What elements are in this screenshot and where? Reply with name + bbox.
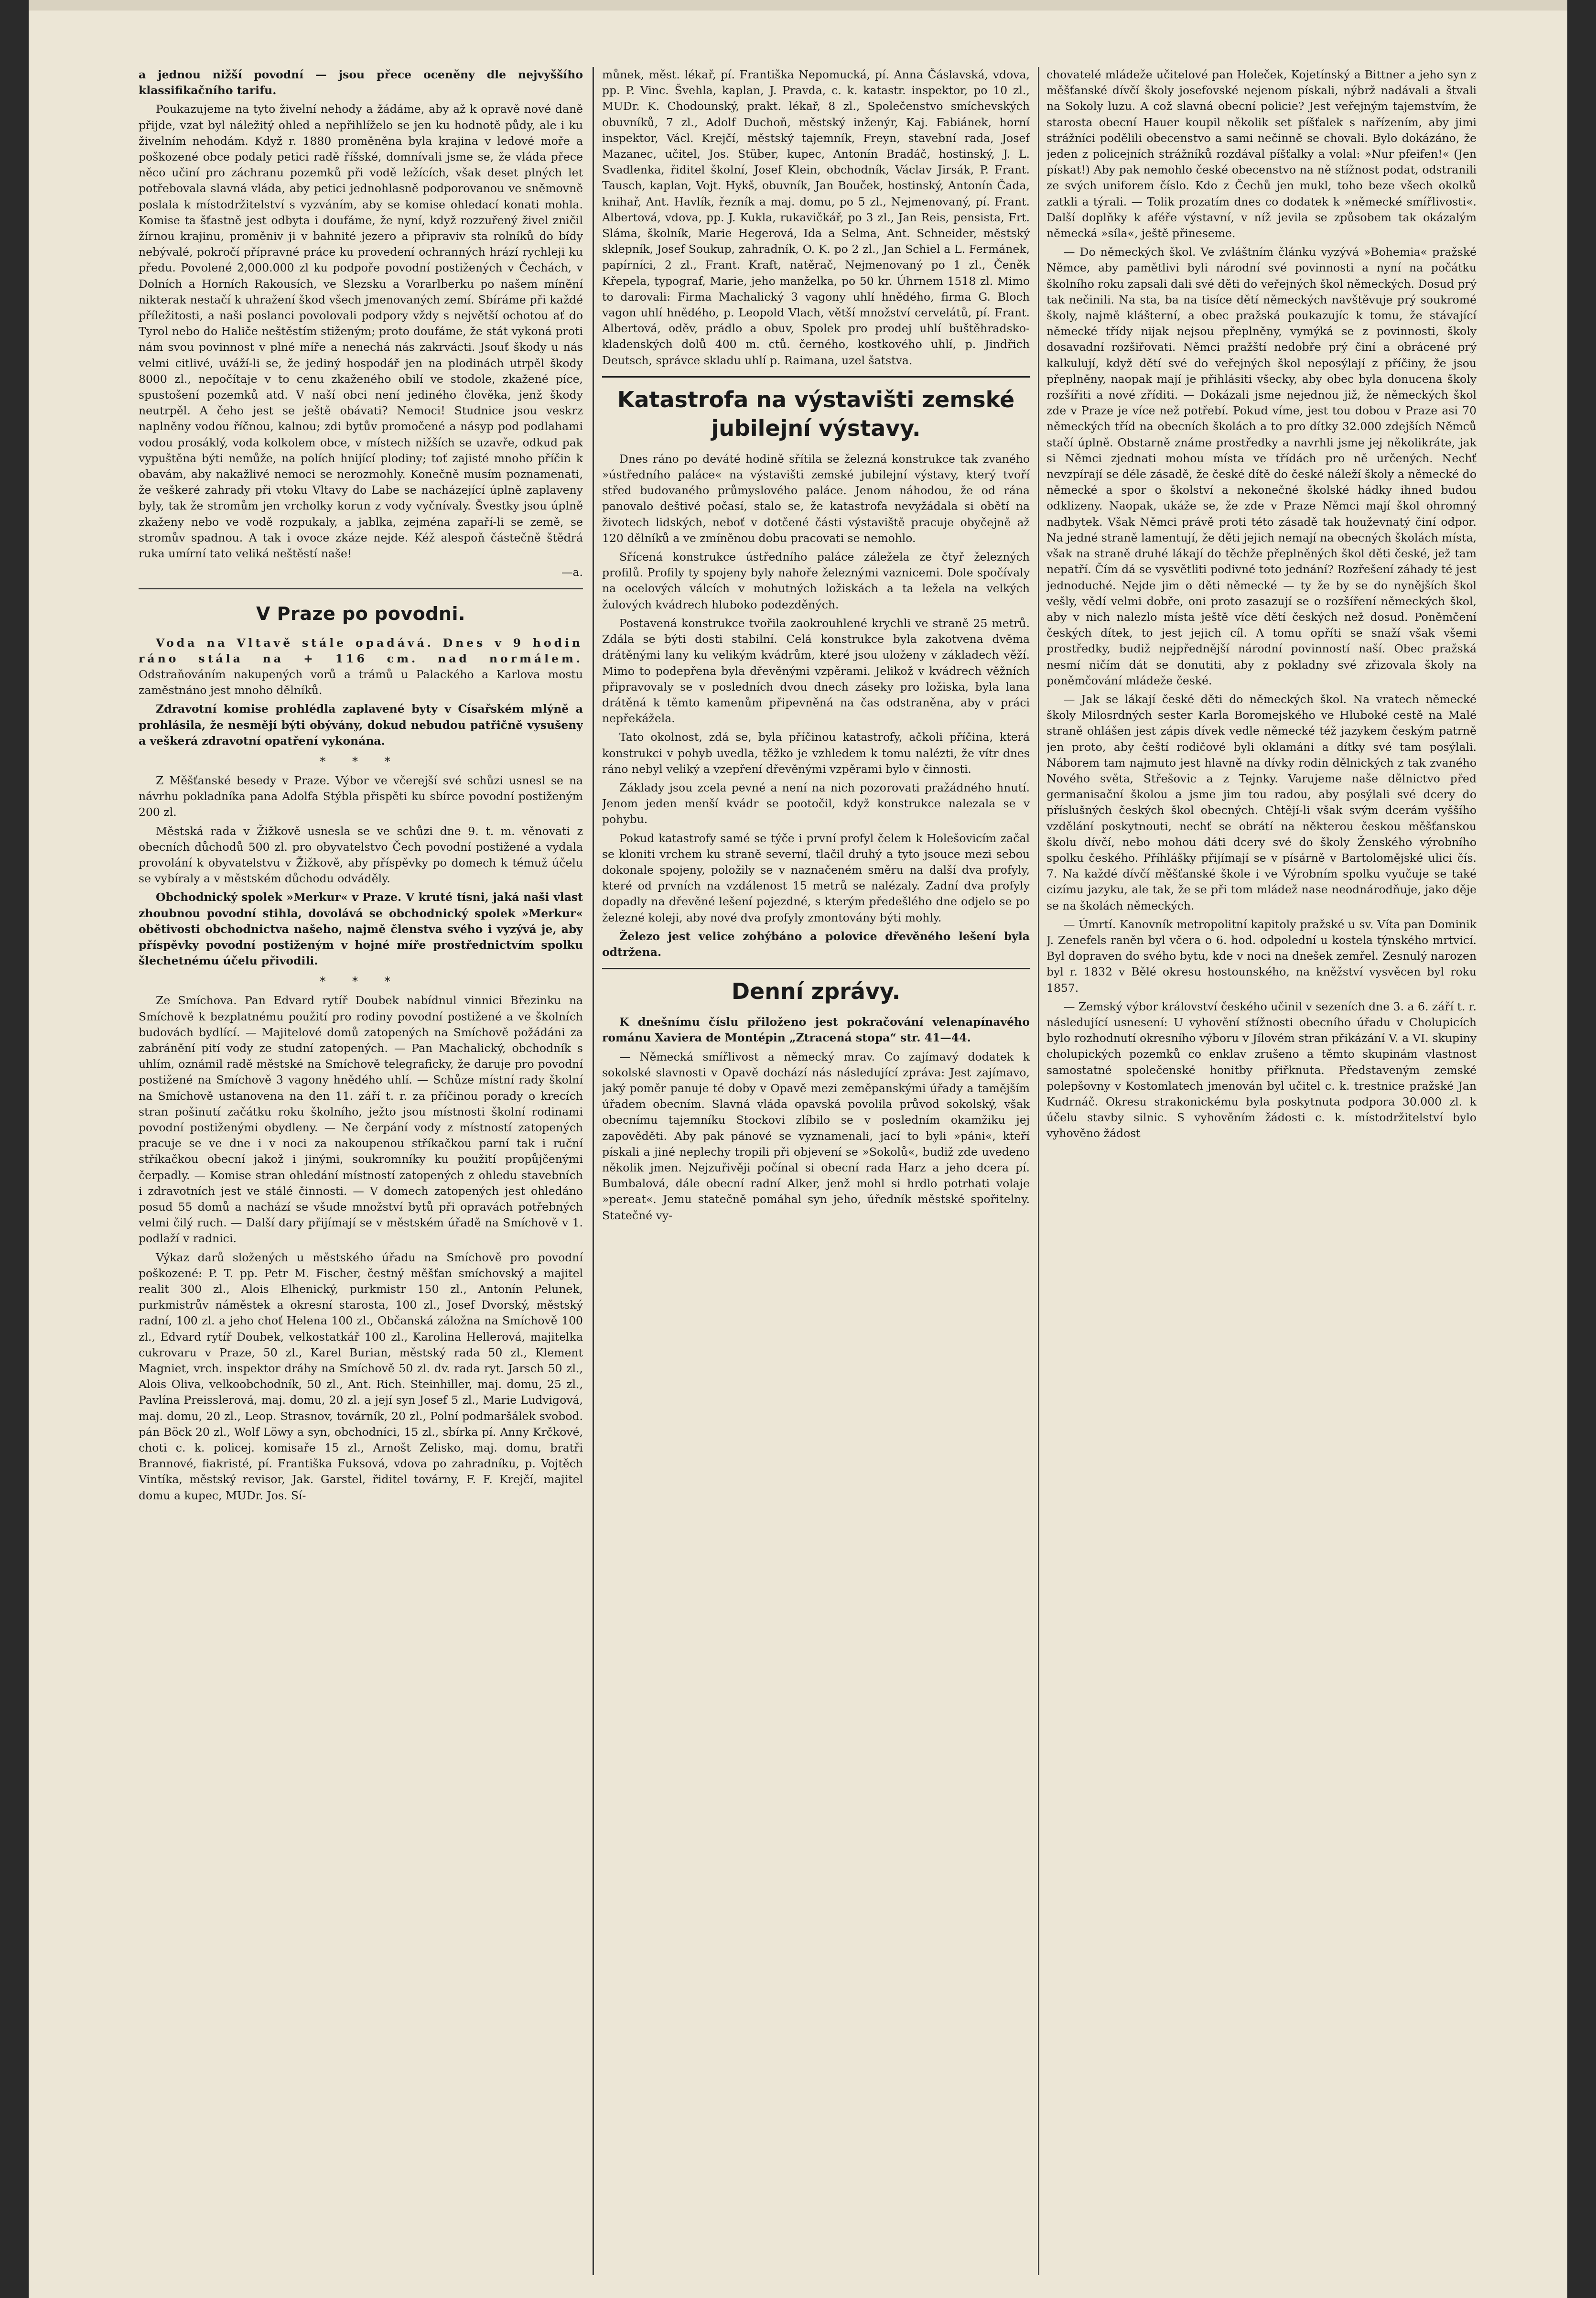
column-rule [593, 67, 594, 2275]
article-text: — Jak se lákají české děti do německých škol. Na vratech německé školy Milosrdných sester Karla Boromejského ve Hluboké cestě na Malé straně ohlášen jest zápis dívek vedle německé též jazykem českým patrně jen proto, aby čeští rodičové byli oklamáni a dítky své tam posýlali. Náborem tam najmuto jest hlavně na dívky rodin dělnických z tak zvaného Nového světa, Střešovic a z Tejnky. Varujeme naše dělnictvo před germanisační školou a jsme jim tou radou, aby posýlali své dcery do příslušných českých škol obecných. Chtějí-li však svým dcerám vyššího vzdělání poskytnouti, nechť se obrátí na některou českou měšťanskou školu dívčí, nebo mohou dáti dcery své do školy Ženského výrobního spolku českého. Příhlášky přijímají se v písárně v Bartolomějské ulici čís. 7. Na každé dívčí měšťanské škole i ve Výrobním spolku vyučuje se také cizímu jazyku, ale tak, že se při tom mládež nase neodnárodňuje, jako děje se na školách německých. [1046, 692, 1477, 912]
article-text: Odstraňováním nakupených vorů a trámů u Palackého a Karlova mostu zaměstnáno jest mnoho dělníků. [139, 667, 583, 697]
article-text: chovatelé mládeže učitelové pan Holeček, Kojetínský a Bittner a jeho syn z měšťanské dívčí školy josefovské nejenom pískali, nýbrž nadávali a štvali na Sokoly luzu. A což slavná obecní policie? Jest veřejným tajemstvím, že starosta obecní Hauer koupil několik set píšťalek s nařízením, aby jimi strážníci podělili obecenstvo a sami nečinně se chovali. Bylo dokázáno, že jeden z policejních strážníků rozdával píšťalky a volal: »Nur pfeifen!« (Jen pískat!) Aby pak nemohlo české obecenstvo na ně stížnost podat, odstranili ze svých uniforem číslo. Kdo z Čechů jen mukl, toho beze všech okolků zatkli a týrali. — Tolik prozatím dnes co dodatek k »německé smířlivosti«. Další doplňky k aféře výstavní, v níž jevila se způsobem tak okázalým německá »síla«, ještě přineseme. [1046, 68, 1477, 240]
article-text: Pokud katastrofy samé se týče i první profyl čelem k Holešovicím začal se kloniti vrchem ku straně severní, tlačil druhý a tyto jsouce mezi sebou dokonale spojeny, položily se v naznačeném směru na další dva profyly, které od prvních na vzdálenost 15 metrů se nalézaly. Zadní dva profyly dopadly na dřevěné lešení pojezdné, s kterým předešlého dne odjelo se po železné koleji, aby nové dva profyly zmontovány býti mohly. [602, 831, 1030, 924]
divider [602, 968, 1030, 969]
article-text: Tato okolnost, zdá se, byla příčinou katastrofy, ačkoli příčina, která konstrukci v pohyb uvedla, těžko je vzhledem k tomu nalézti, že vítr dnes ráno nebyl veliký a vzepření dřevěnými vzpěrami bylo v činnosti. [602, 730, 1030, 776]
article-text: — Úmrtí. Kanovník metropolitní kapitoly pražské u sv. Víta pan Dominik J. Zenefels raněn byl včera o 6. hod. odpolední u kostela týnského mrtvicí. Byl dopraven do svého bytu, kde v noci na dnešek zemřel. Zesnulý narozen byl r. 1832 v Bělé okresu hostounského, na kněžství vysvěcen byl roku 1857. [1046, 917, 1477, 995]
article-text: Poukazujeme na tyto živelní nehody a žádáme, aby až k opravě nové daně přijde, vzat byl náležitý ohled a nepřihlíželo se jen ku hodnotě půdy, ale i ku živelním nehodám. Když r. 1880 proměněna byla krajina v ledové moře a poškozené obce podaly petici radě říšské, domnívali jsme se, že vláda přece něco učiní pro záchranu pozemků při vodě ležících, však deset plných let potřebovala slavná vláda, aby petici jednohlasně podporovanou ve sněmovně poslala k místodržitelství s vyzváním, aby se komise ohledací konati mohla. Komise ta šťastně jest odbyta i doufáme, že nyní, když rozzuřený živel zničil žírnou krajinu, proměniv ji v bahnité jezero a připraviv sta rolníků do bídy nebývalé, pokročí přípravné práce ku provedení ochranných hrází rychleji ku předu. Povolené 2,000.000 zl ku podpoře povodní postižených v Čechách, v Dolních a Horních Rakousích, ve Slezsku a Vorarlberku po našem mínění nikterak nestačí k uhražení škod všech jmenovaných zemí. Sbíráme při každé příležitosti, a naši poslanci povolovali podpory vždy s největší ochotou ať do Tyrol nebo do Haliče neštěstím stiženým; proto doufáme, že stát vykoná proti nám svou povinnost v plné míře a nenechá nás zakrvácti. Jsouť škody u nás velmi citlivé, uváží-li se, že jediný hospodář jen na plodinách utrpěl škody 8000 zl., nepočítaje v to cenu zkaženého obilí ve stodole, zkažené píce, spustošení pozemků atd. V naší obci není jediného člověka, jenž škody neutrpěl. A čeho jest se ještě obávati? Nemoci! Studnice jsou veskrz naplněny vodou říčnou, kalnou; zdi bytův promočené a násyp pod podlahami vodou prosáklý, voda kolkolem obce, v místech nižších se uzavře, odkud pak vypuštěna býti nemůže, na polích hnijící plodiny; toť zajisté mnoho příčin k obavám, aby nakažlivé nemoci se nerozmohly. Konečně musím poznamenati, že veškeré zahrady při vtoku Vltavy do Labe se nacházející úplně zaplaveny byly, tak že stromům jen vrcholky korun z vody vyčnívaly. Švestky jsou úplně zkaženy nebo ve vodě rozpukaly, a jablka, zejména zapaří-li se země, se stromův spadnou. A tak i ovoce zkáze nejde. Kéž alespoň částečně štědrá ruka umírní tato veliká neštěstí naše! [139, 102, 583, 561]
signature: —a. [561, 565, 583, 579]
column-1 [139, 67, 583, 2289]
article-text: Dnes ráno po deváté hodině sřítila se železná konstrukce tak zvaného »ústředního paláce« na výstavišti zemské jubilejní výstavy, který tvoří střed budovaného průmyslového paláce. Jenom náhodou, že od rána panovalo deštivé počasí, stalo se, že katastrofa nevyžádala si obětí na životech lidských, neboť v dotčené části výstaviště pracuje obyčejně až 120 dělníků a ve zmíněnou dobu pracovati se nemohlo. [602, 452, 1030, 545]
article-text: Základy jsou zcela pevné a není na nich pozorovati pražádného hnutí. Jenom jeden menší kvádr se pootočil, když konstrukce nalezala se v pohybu. [602, 780, 1030, 826]
column-2 [602, 67, 1030, 2289]
article-text: můnek, měst. lékař, pí. Františka Nepomucká, pí. Anna Čáslavská, vdova, pp. P. Vinc. Švehla, kaplan, J. Pravda, c. k. katastr. inspektor, po 10 zl., MUDr. K. Chodounský, prakt. lékař, 8 zl., Společenstvo smíchevských obuvníků, 7 zl., Adolf Duchoň, městský inženýr, Kaj. Fabiánek, horní inspektor, Václ. Krejčí, městský tajemník, Freyn, stavební rada, Josef Mazanec, učitel, Jos. Stüber, kupec, Antonín Bradáč, hostinský, J. L. Svadlenka, řiditel školní, Josef Klein, obchodník, Václav Jirsák, P. Frant. Tausch, kaplan, Vojt. Hykš, obuvník, Jan Bouček, hostinský, Antonín Čada, knihař, Ant. Havlík, řezník a maj. domu, po 5 zl., Nejmenovaný, pí. Frant. Albertová, vdova, pp. J. Kukla, rukavičkář, po 3 zl., Jan Reis, pensista, Frt. Sláma, školník, Marie Hegerová, Ida a Selma, Ant. Schneider, městský sklepník, Josef Soukup, zahradník, O. K. po 2 zl., Jan Schiel a L. Fermánek, papírníci, 2 zl., Frant. Kraft, natěrač, Nejmenovaný po 1 zl., Čeněk Křepela, typograf, Marie, jeho manželka, po 50 kr. Úhrnem 1518 zl. Mimo to darovali: Firma Machalický 3 vagony uhlí hnědého, firma G. Bloch vagon uhlí hnědého, p. Leopold Vlach, větší množství cervelátů, pí. Frant. Albertová, oděv, prádlo a obuv, Spolek pro prodej uhlí buštěhradsko-kladenských dolů 400 m. ctů. černého, kostkového uhlí, p. Jindřich Deutsch, správce skladu uhlí p. Raimana, uzel šatstva. [602, 68, 1030, 367]
divider [139, 588, 583, 589]
newspaper-page [29, 0, 1567, 2298]
article-text: — Zemský výbor království českého učinil v sezeních dne 3. a 6. září t. r. následující usnesení: U vyhovění stížnosti obecního úřadu v Cholupicích bylo rozhodnutí okresního výboru v Jílovém stran přikázání V. a VI. skupiny cholupických pozemků co enklav zrušeno a těmto skupinám vlastnost samostatné společenské honitby přiřknuta. Představeným zemské polepšovny v Kostomlatech jmenován byl učitel c. k. trestnice pražské Jan Kudrnáč. Okresu strakonickému byla poskytnuta podpora 30.000 zl. k účelu stavby silnic. S vyhověním žádosti c. k. místodržitelství bylo vyhověno žádost [1046, 999, 1477, 1140]
article-text: Zdravotní komise prohlédla zaplavené byty v Císařském mlýně a prohlásila, že nesmějí býti obývány, dokud nebudou patřičně vysušeny a veškerá zdravotní opatření vykonána. [139, 702, 583, 748]
article-text: Železo jest velice zohýbáno a polovice dřevěného lešení byla odtržena. [602, 929, 1030, 959]
article-text: Výkaz darů složených u městského úřadu na Smíchově pro povodní poškozené: P. T. pp. Petr M. Fischer, čestný měšťan smíchovský a majitel realit 300 zl., Alois Elhenický, purkmistr 150 zl., Antonín Pelunek, purkmistrův náměstek a okresní starosta, 100 zl., Josef Dvorský, městský radní, 100 zl. a jeho choť Helena 100 zl., Občanská záložna na Smíchově 100 zl., Edvard rytíř Doubek, velkostatkář 100 zl., Karolina Hellerová, majitelka cukrovaru v Praze, 50 zl., Karel Burian, městský rada 50 zl., Klement Magniet, vrch. inspektor dráhy na Smíchově 50 zl. dv. rada ryt. Jarsch 50 zl., Alois Oliva, velkoobchodník, 50 zl., Ant. Rich. Steinhiller, maj. domu, 25 zl., Pavlína Preisslerová, maj. domu, 20 zl. a její syn Josef 5 zl., Marie Ludvigová, maj. domu, 20 zl., Leop. Strasnov, továrník, 20 zl., Polní podmaršálek svobod. pán Böck 20 zl., Wolf Löwy a syn, obchodníci, 15 zl., sbírka pí. Anny Krčkové, choti c. k. policej. komisaře 15 zl., Arnošt Zelisko, maj. domu, bratři Brannové, fiakristé, pí. Františka Fuksová, vdova po zahradníku, p. Vojtěch Vintíka, městský revisor, Jak. Garstel, řiditel továrny, F. F. Krejčí, majitel domu a kupec, MUDr. Jos. Sí- [139, 1250, 583, 1502]
article-lead: Voda na Vltavě stále opadává. Dnes v 9 hodin ráno stála na + 116 cm. nad normálem. [139, 636, 583, 665]
article-text: Sřícená konstrukce ústředního paláce záležela ze čtyř železných profilů. Profily ty spojeny byly nahoře železnými vaznicemi. Dole spočívaly na ocelových válcích v mohutných ložiskách a ta ležela na velkých žulových kvádrech hluboko podezděných. [602, 550, 1030, 611]
column-3 [1046, 67, 1477, 2289]
section-title: V Praze po povodni. [256, 603, 465, 624]
article-text: Postavená konstrukce tvořila zaokrouhlené krychli ve straně 25 metrů. Zdála se býti dosti stabilní. Celá konstrukce byla zakotvena dvěma drátěnými lany ku velikým kvádrům, které jsou uloženy v základech věží. Mimo to podepřena byla dřevěnými vzpěrami. Jelikož v kvádrech věžních připravovaly se v posledních dvou dnech zásekу pro ložiska, byla lana drátěná k těmto kamenům připevněná na čas odstraněna, aby v práci nepřekážela. [602, 616, 1030, 726]
article-text: Ze Smíchova. Pan Edvard rytíř Doubek nabídnul vinnici Březinku na Smíchově k bezplatnému použití pro rodiny povodní postižené a ve školních budovách bydlící. — Majitelové domů zatopených na Smíchově požádáni za zabránění pití vody ze studní zatopených. — Pan Machalický, obchodník s uhlím, oznámil radě městské na Smíchově telegraficky, že daruje pro povodní postižené na Smíchově 3 vagony hnědého uhlí. — Schůze místní rady školní na Smíchově ustanovena na den 11. září t. r. za příčinou porady o krecích stran pošinutí začátku roku školního, ježto jsou místnosti školní rodinami povodní postiženými obydleny. — Ne čerpání vody z místností zatopených pracuje se ve dne i v noci za nakoupenou stříkačkou parní tak i ruční stříkačkou obecní jakož i jinými, soukromníky ku použití propůjčenými čerpadly. — Komise stran ohledání místností zatopených z ohledu stavebních i zdravotních jest ve stálé činnosti. — V domech zatopených jest ohledáno posud 55 domů a nachází se všude množství bytů při opravách potřebných velmi čilý ruch. — Další dary přijímají se v městském úřadě na Smíchově v 1. podlaží v radnici. [139, 994, 583, 1246]
divider [602, 376, 1030, 378]
article-text: K dnešnímu číslu přiloženo jest pokračování velenapínavého románu Xaviera de Montépin „Ztracená stopa“ str. 41—44. [602, 1015, 1030, 1045]
column-rule [1038, 67, 1039, 2275]
article-text: Z Měšťanské besedy v Praze. Výbor ve včerejší své schůzi usnesl se na návrhu pokladníka pana Adolfa Stýbla přispěti ku sbírce povodní postiženým 200 zl. [139, 773, 583, 819]
article-headline: Katastrofa na výstavišti zemské jubilejní výstavy. [617, 386, 1015, 441]
article-text: Obchodnický spolek »Merkur« v Praze. V kruté tísni, jaká naši vlast zhoubnou povodní stihla, dovolává se obchodnický spolek »Merkur« obětivosti obchodnictva našeho, najmě členstva svého i vyzývá je, aby příspěvky povodní postiženým v hojné míře prostřednictvím spolku šlechetnému účelu přivodili. [139, 890, 583, 968]
section-headline: Denní zprávy. [731, 978, 901, 1005]
article-text: — Do německých škol. Ve zvláštním článku vyzývá »Bohemia« pražské Němce, aby pamětlivi byli národní své povinnosti a nyní na počátku školního roku zapsali dali své děti do veřejných škol německých. Dosud prý tak nečinili. Na sta, ba na tisíce dětí německých navštěvuje prý soukromé školy, najmě klášterní, a obec pražská poukazujíc k tomu, že stávající německé třídy nijak nejsou přeplněny, vymýká se z povinnosti, školy dosavadní rozšiřovati. Němci pražští nedobře prý činí a obrácené prý kalkulují, když dětí své do veřejných škol neposýlají z příčiny, že jsou přeplněny, naopak mají je přihlásiti všecky, aby obec byla donucena školy rozšířiti a nové zříditi. — Dokázali jsme nejednou již, že německých škol zde v Praze je více než potřebí. Pokud víme, jest tou dobou v Praze asi 70 německých tříd na obecních školách a to pro dítky 32.000 zdejších Němců stačí úplně. Obstarně známe prostředky a navrhli jsme jej několikráte, jak si Němci zjednati mohou místa ve třídách pro ně určených. Nechť nevzpírají se déle zásadě, že české dítě do české náleží školy a německé do německé a spor o školství a nekonečné školské hádky ihned budou odklizeny. Naopak, ukáže se, že zde v Praze Němci mají škol ohromný nadbytek. Však Němci právě proti této zásadě tak houževnatý činí odpor. Na jedné straně lamentují, že děti jejich nemají na obecných školách místa, však na straně druhé lákají do těchže přeplněných škol děti české, jež tam nepatří. Čím dá se vysvětliti podivné toto jednání? Rozřešení záhady té jest jednoduché. Nejde jim o děti německé — ty že by se do nynějších škol vešly, vědí velmi dobře, oni proto zasazují se o rozšíření německých škol, aby v nich nalezlo místa ještě více dětí českých než dosud. Poněmčení českých dítek, to jest jejich cíl. A tomu opříti se snaží však všemi prostředky, budiž nejpřednější národní povinností naší. Obec pražská nesmí ničím dát se donutiti, aby z pokladny své zřizovala školy na poněmčování mládeže české. [1046, 245, 1477, 687]
scan-edge [29, 0, 1567, 11]
stars-divider: * * * [320, 754, 402, 768]
stars-divider: * * * [320, 975, 402, 988]
article-text: Městská rada v Žižkově usnesla se ve schůzi dne 9. t. m. věnovati z obecních důchodů 500 zl. pro obyvatelstvo Čech povodní postižené a vydala provolání k obyvatelstvu v Žižkově, aby příspěvky po domech k témuž účelu se vybíraly a v městském důchodu odváděly. [139, 824, 583, 886]
article-text: — Německá smířlivost a německý mrav. Co zajímavý dodatek k sokolské slavnosti v Opavě dochází nás následující zpráva: Jest zajímavo, jaký poměr panuje té doby v Opavě mezi zeměpanskými úřady a tamějším úřadem obecním. Slavná vláda opavská povolila průvod sokolský, však obecnímu tajemníku Stockovi zlíbilo se v posledním okamžiku jej zapověděti. Aby pak pánové se vyznamenali, jací to byli »páni«, kteří pískali a jiné neplechy tropili při objevení se »Sokolů«, budiž zde uvedeno několik jmen. Nejzuřivěji počínal si obecní rada Harz a jeho dcera pí. Bumbalová, dále obecní radní Alker, jenž mohl si hrdlo potrhati volajе »pereat«. Jemu statečně pomáhal syn jeho, úředník městské spořitelny. Statečné vy- [602, 1050, 1030, 1222]
article-text: a jednou nižší povodní — jsou přece oceněny dle nejvyššího klassifikačního tarifu. [139, 68, 583, 98]
